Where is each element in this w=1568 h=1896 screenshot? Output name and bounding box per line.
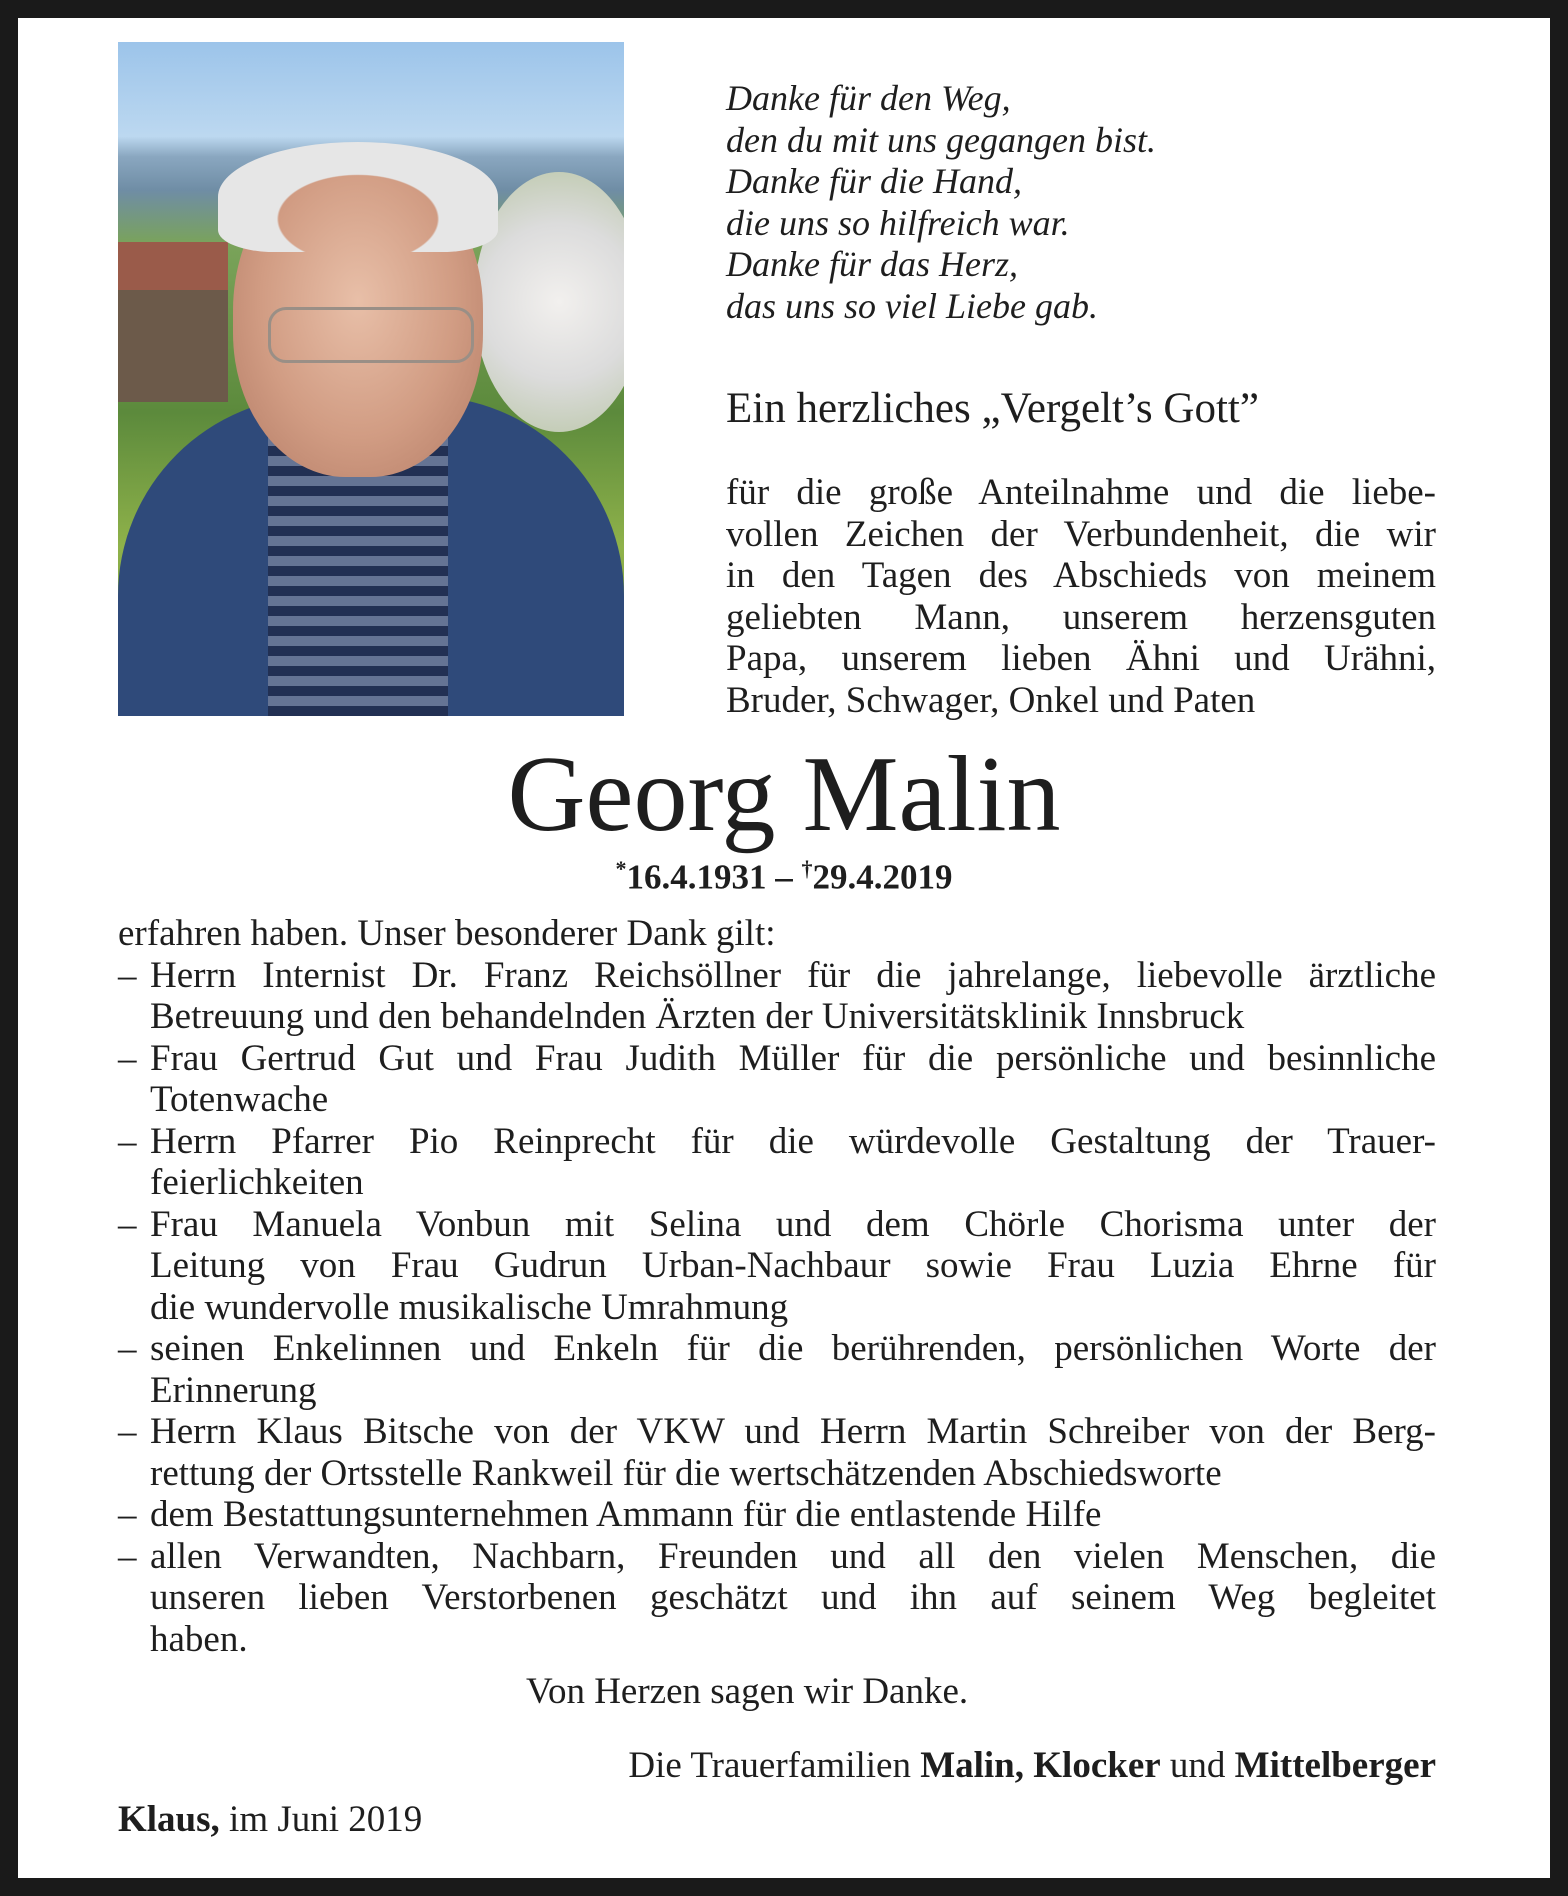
place-date bbox=[118, 1798, 422, 1841]
thanks-item-line: Frau Manuela Vonbun mit Selina und dem Chörle Chorisma unter der bbox=[150, 1203, 1436, 1245]
thanks-item bbox=[118, 1328, 1436, 1411]
place-date-text: im Juni 2019 bbox=[219, 1799, 423, 1840]
signature bbox=[628, 1744, 1436, 1787]
thanks-item bbox=[118, 1536, 1436, 1661]
birth-symbol: * bbox=[615, 856, 627, 881]
intro-line: geliebten Mann, unserem herzensguten bbox=[726, 596, 1436, 638]
thanks-item-line: feierlichkeiten bbox=[150, 1162, 364, 1203]
thanks-item-line: seinen Enkelinnen und Enkeln für die berührenden, persönlichen Worte der bbox=[150, 1328, 1436, 1369]
poem-line: den du mit uns gegangen bist. bbox=[726, 119, 1156, 160]
closing-line: Von Herzen sagen wir Danke. bbox=[526, 1671, 969, 1712]
thanks-item-line: unseren lieben Verstorbenen geschätzt und ihn auf seinem Weg begleitet bbox=[150, 1577, 1436, 1618]
thanks-item-line: Frau Gertrud Gut und Frau Judith Müller für die persönliche und besinnliche bbox=[150, 1037, 1436, 1079]
portrait-photo bbox=[118, 42, 624, 716]
family-names: Malin, Klocker bbox=[920, 1745, 1161, 1786]
thanks-item-line: haben. bbox=[150, 1618, 248, 1660]
intro-line: für die große Anteilnahme und die liebe- bbox=[726, 472, 1436, 513]
dash-bullet: – bbox=[118, 1203, 137, 1245]
deceased-name: Georg Malin bbox=[507, 735, 1061, 854]
intro-line: Papa, unserem lieben Ähni und Urähni, bbox=[726, 638, 1436, 679]
photo-barn bbox=[118, 242, 228, 402]
photo-hair bbox=[218, 142, 498, 252]
poem bbox=[726, 78, 1156, 327]
thanks-item bbox=[118, 955, 1436, 1038]
dash-bullet: – bbox=[118, 954, 137, 996]
thanks-heading: Ein herzliches „Vergelt’s Gott” bbox=[726, 385, 1259, 432]
thanks-item-line: die wundervolle musikalische Umrahmung bbox=[150, 1286, 789, 1328]
thanks-item-line: Herrn Internist Dr. Franz Reichsöllner für die jahrelange, liebevolle ärztliche bbox=[150, 954, 1436, 996]
thanks-item-line: Erinnerung bbox=[150, 1369, 317, 1411]
poem-line: Danke für das Herz, bbox=[726, 244, 1018, 284]
family-name: Mittelberger bbox=[1234, 1745, 1436, 1786]
thanks-item bbox=[118, 1121, 1436, 1204]
poem-line: Danke für die Hand, bbox=[726, 161, 1022, 201]
thanks-list bbox=[118, 913, 1436, 1660]
thanks-item-line: Herrn Klaus Bitsche von der VKW und Herrn Martin Schreiber von der Berg- bbox=[150, 1411, 1436, 1452]
signature-and: und bbox=[1160, 1745, 1235, 1786]
thanks-item-line: Leitung von Frau Gudrun Urban-Nachbaur sowie Frau Luzia Ehrne für bbox=[150, 1245, 1436, 1286]
thanks-item bbox=[118, 1038, 1436, 1121]
date-separator: – bbox=[766, 857, 802, 897]
dash-bullet: – bbox=[118, 1535, 137, 1577]
body-intro: erfahren haben. Unser besonderer Dank gilt: bbox=[118, 913, 776, 954]
intro-line: Bruder, Schwager, Onkel und Paten bbox=[726, 679, 1256, 721]
thanks-item bbox=[118, 1204, 1436, 1329]
thanks-item-line: Herrn Pfarrer Pio Reinprecht für die würdevolle Gestaltung der Trauer- bbox=[150, 1120, 1436, 1162]
thanks-item-line: dem Bestattungsunternehmen Ammann für die entlastende Hilfe bbox=[150, 1494, 1102, 1535]
thanks-item-line: Betreuung und den behandelnden Ärzten der Universitätsklinik Innsbruck bbox=[150, 996, 1245, 1037]
signature-prefix: Die Trauerfamilien bbox=[628, 1745, 921, 1786]
dash-bullet: – bbox=[118, 1037, 137, 1079]
thanks-item-line: rettung der Ortsstelle Rankweil für die wertschätzenden Abschiedsworte bbox=[150, 1452, 1222, 1494]
death-date: 29.4.2019 bbox=[812, 857, 953, 897]
death-symbol: † bbox=[801, 856, 813, 881]
dash-bullet: – bbox=[118, 1328, 137, 1369]
thanks-item-line: Totenwache bbox=[150, 1079, 329, 1120]
intro-line: in den Tagen des Abschieds von meinem bbox=[726, 555, 1436, 596]
intro-paragraph bbox=[726, 472, 1436, 721]
dash-bullet: – bbox=[118, 1411, 137, 1452]
place-town: Klaus, bbox=[118, 1799, 220, 1840]
thanks-item bbox=[118, 1411, 1436, 1494]
birth-date: 16.4.1931 bbox=[626, 857, 767, 897]
dash-bullet: – bbox=[118, 1494, 137, 1535]
poem-line: die uns so hilfreich war. bbox=[726, 202, 1070, 243]
thanks-item bbox=[118, 1494, 1436, 1536]
dash-bullet: – bbox=[118, 1120, 137, 1162]
photo-glasses bbox=[268, 307, 474, 363]
poem-line: Danke für den Weg, bbox=[726, 78, 1011, 118]
life-dates bbox=[0, 856, 1568, 898]
intro-line: vollen Zeichen der Verbundenheit, die wir bbox=[726, 513, 1436, 555]
thanks-item-line: allen Verwandten, Nachbarn, Freunden und all den vielen Menschen, die bbox=[150, 1535, 1436, 1577]
poem-line: das uns so viel Liebe gab. bbox=[726, 285, 1098, 326]
